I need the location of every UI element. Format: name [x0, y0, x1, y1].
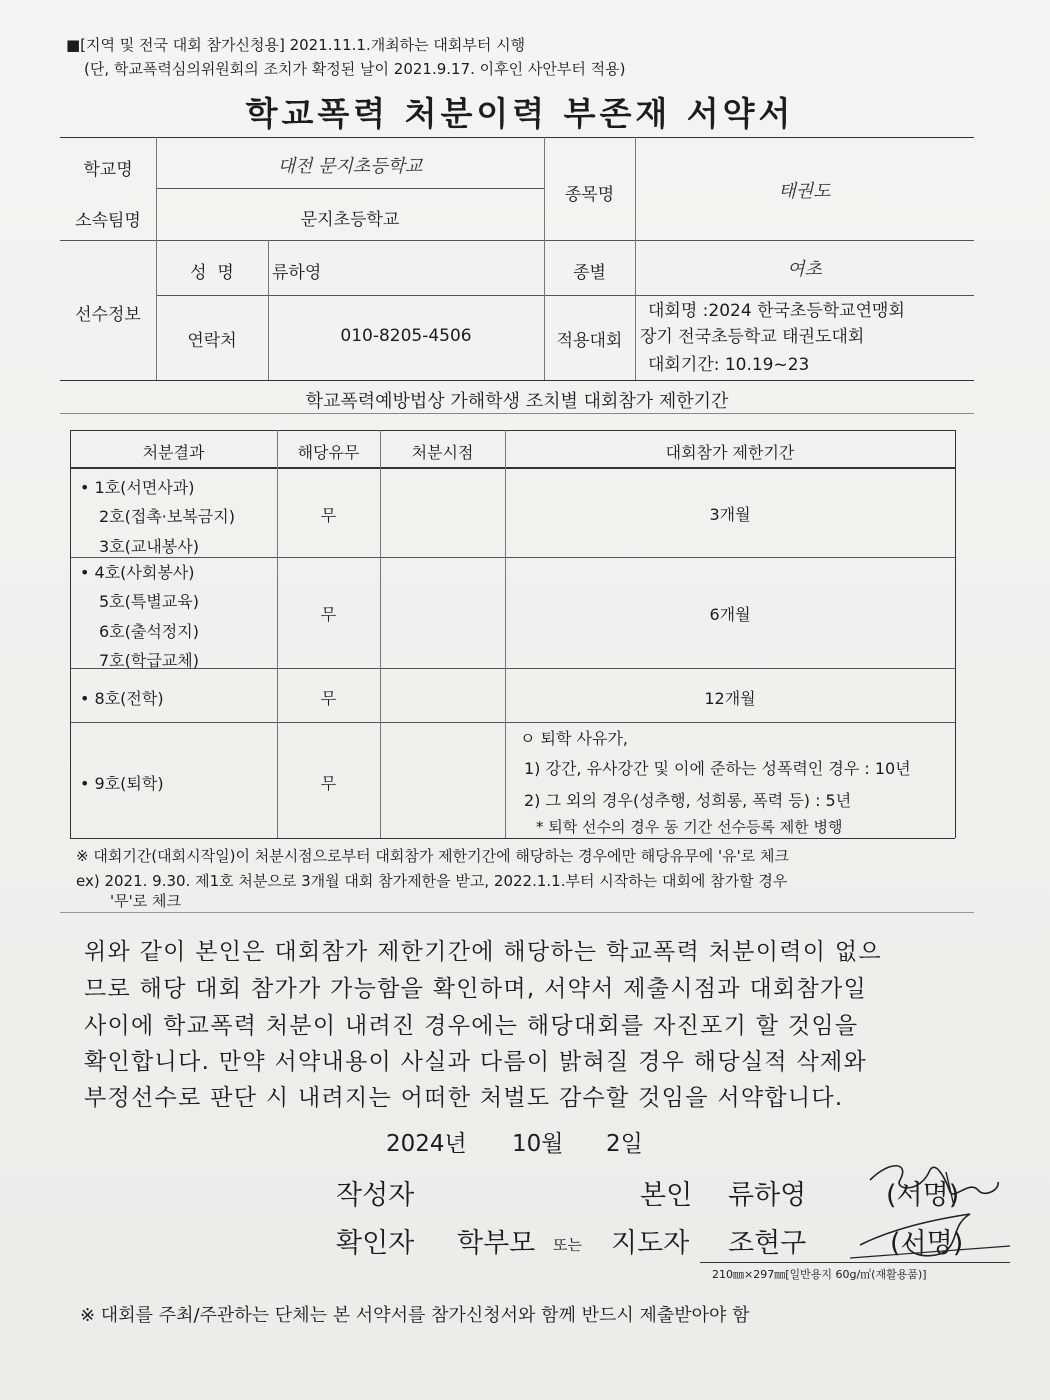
- self-name: 류하영: [728, 1180, 807, 1211]
- period-detail-line: 1) 강간, 유사강간 및 이에 준하는 성폭력인 경우 : 10년: [524, 759, 911, 778]
- result-item: 7호(학급교체): [99, 651, 199, 670]
- name-value: 류하영: [272, 263, 322, 283]
- status-cell: 무: [320, 605, 337, 624]
- contact-value: 010-8205-4506: [340, 326, 472, 346]
- note-line-1: ※ 대회기간(대회시작일)이 처분시점으로부터 대회참가 제한기간에 해당하는 경우에만 해당유무에 '유'로 체크: [76, 847, 789, 865]
- date-month: 10월: [512, 1131, 564, 1157]
- period-cell: 3개월: [709, 505, 751, 524]
- rt-col-0: [70, 430, 71, 838]
- status-cell: 무: [320, 506, 337, 525]
- result-item: 2호(접촉·보복금지): [99, 507, 235, 526]
- period-cell: 6개월: [709, 605, 751, 624]
- rt-row-divider-2: [70, 668, 955, 669]
- pledge-line: 므로 해당 대회 참가가 가능함을 확인하며, 서약서 제출시점과 대회참가일: [84, 976, 868, 1002]
- date-day: 2일: [606, 1131, 643, 1157]
- rt-col-4: [955, 430, 956, 838]
- period-detail-line: * 퇴학 선수의 경우 동 기간 선수등록 제한 병행: [536, 818, 843, 836]
- section-divider: [60, 413, 974, 414]
- writer-label: 작성자: [336, 1180, 415, 1211]
- self-sign-label: (서명): [886, 1180, 960, 1211]
- rt-col-2: [380, 430, 381, 838]
- paper-spec-rule: [700, 1262, 1010, 1263]
- handwritten-signatures: [850, 1150, 1020, 1270]
- rt-col-3: [505, 430, 506, 838]
- pledge-line: 부정선수로 판단 시 내려지는 어떠한 처벌도 감수할 것임을 서약합니다.: [84, 1085, 844, 1111]
- rt-row-divider-1: [70, 557, 955, 558]
- status-cell: 무: [320, 774, 337, 793]
- result-item: 5호(특별교육): [99, 592, 199, 611]
- document-title: 학교폭력 처분이력 부존재 서약서: [245, 94, 795, 133]
- contact-label: 연락처: [187, 331, 237, 351]
- coach-label: 지도자: [611, 1228, 690, 1259]
- notes-divider: [60, 912, 974, 913]
- coach-name: 조현구: [728, 1228, 807, 1259]
- name-label: 성 명: [190, 263, 234, 283]
- note-line-2: ex) 2021. 9.30. 제1호 처분으로 3개월 대회 참가제한을 받고, 2022.1.1.부터 시작하는 대회에 참가할 경우: [76, 872, 788, 890]
- event-label: 적용대회: [556, 331, 623, 351]
- rt-border-top: [70, 430, 955, 431]
- school-label: 학교명: [83, 160, 133, 180]
- event-name-line2: 장기 전국초등학교 태권도대회: [640, 327, 865, 347]
- col-header-status: 해당유무: [297, 443, 360, 462]
- period-detail-line: 2) 그 외의 경우(성추행, 성희롱, 폭력 등) : 5년: [524, 791, 852, 810]
- restriction-section-title: 학교폭력예방법상 가해학생 조치별 대회참가 제한기간: [305, 391, 729, 412]
- event-period: 대회기간: 10.19~23: [648, 355, 810, 375]
- result-item: • 4호(사회봉사): [80, 563, 195, 582]
- info-table-top-border: [60, 137, 974, 138]
- coach-sign-label: (서명): [890, 1228, 964, 1259]
- paper-spec: 210㎜×297㎜[일반용지 60g/㎡(재활용품)]: [712, 1268, 927, 1281]
- col-header-time: 처분시점: [411, 443, 474, 462]
- result-item: 3호(교내봉사): [99, 537, 199, 556]
- col-header-result: 처분결과: [142, 443, 205, 462]
- info-col-divider-2: [268, 240, 269, 380]
- note-line-3: '무'로 체크: [110, 892, 181, 910]
- pledge-line: 사이에 학교폭력 처분이 내려진 경우에는 해당대회를 자진포기 할 것임을: [84, 1013, 859, 1039]
- result-item: • 9호(퇴학): [80, 774, 164, 793]
- category-value: 여초: [787, 259, 822, 280]
- player-info-label: 선수정보: [75, 305, 141, 325]
- pledge-line: 위와 같이 본인은 대회참가 제한기간에 해당하는 학교폭력 처분이력이 없으: [84, 939, 882, 965]
- header-note-2: (단, 학교폭력심의위원회의 조치가 확정된 날이 2021.9.17. 이후인 사안부터 적용): [84, 60, 626, 78]
- info-row-divider-2: [60, 240, 974, 241]
- result-item: • 8호(전학): [80, 689, 164, 708]
- info-table-bottom-border: [60, 380, 974, 381]
- confirmer-label: 확인자: [336, 1228, 415, 1259]
- or-label: 또는: [553, 1236, 582, 1254]
- self-label: 본인: [640, 1180, 693, 1211]
- result-item: 6호(출석정지): [99, 622, 199, 641]
- date-year: 2024년: [386, 1131, 467, 1157]
- col-header-period: 대회참가 제한기간: [665, 443, 795, 462]
- sport-label: 종목명: [564, 185, 615, 205]
- pledge-line: 확인합니다. 만약 서약내용이 사실과 다름이 밝혀질 경우 해당실적 삭제와: [84, 1049, 868, 1075]
- result-item: • 1호(서면사과): [80, 478, 195, 497]
- status-cell: 무: [320, 689, 337, 708]
- rt-border-bottom: [70, 838, 955, 839]
- team-label: 소속팀명: [75, 211, 141, 231]
- period-detail-line: ㅇ 퇴학 사유가,: [520, 729, 628, 748]
- rt-header-bottom: [70, 467, 955, 469]
- school-value: 대전 문지초등학교: [277, 156, 423, 177]
- sport-value: 태권도: [778, 181, 831, 202]
- footnote: ※ 대회를 주최/주관하는 단체는 본 서약서를 참가신청서와 함께 반드시 제출받아야 함: [80, 1305, 750, 1326]
- info-row-divider-1: [156, 188, 544, 189]
- event-name-line1: 대회명 :2024 한국초등학교연맹회: [648, 301, 905, 321]
- parent-label: 학부모: [457, 1228, 536, 1259]
- team-value: 문지초등학교: [300, 210, 400, 230]
- rt-row-divider-3: [70, 722, 955, 723]
- period-cell: 12개월: [704, 689, 756, 708]
- category-label: 종별: [573, 263, 606, 283]
- header-note-1: ■[지역 및 전국 대회 참가신청용] 2021.11.1.개최하는 대회부터 시행: [66, 36, 526, 54]
